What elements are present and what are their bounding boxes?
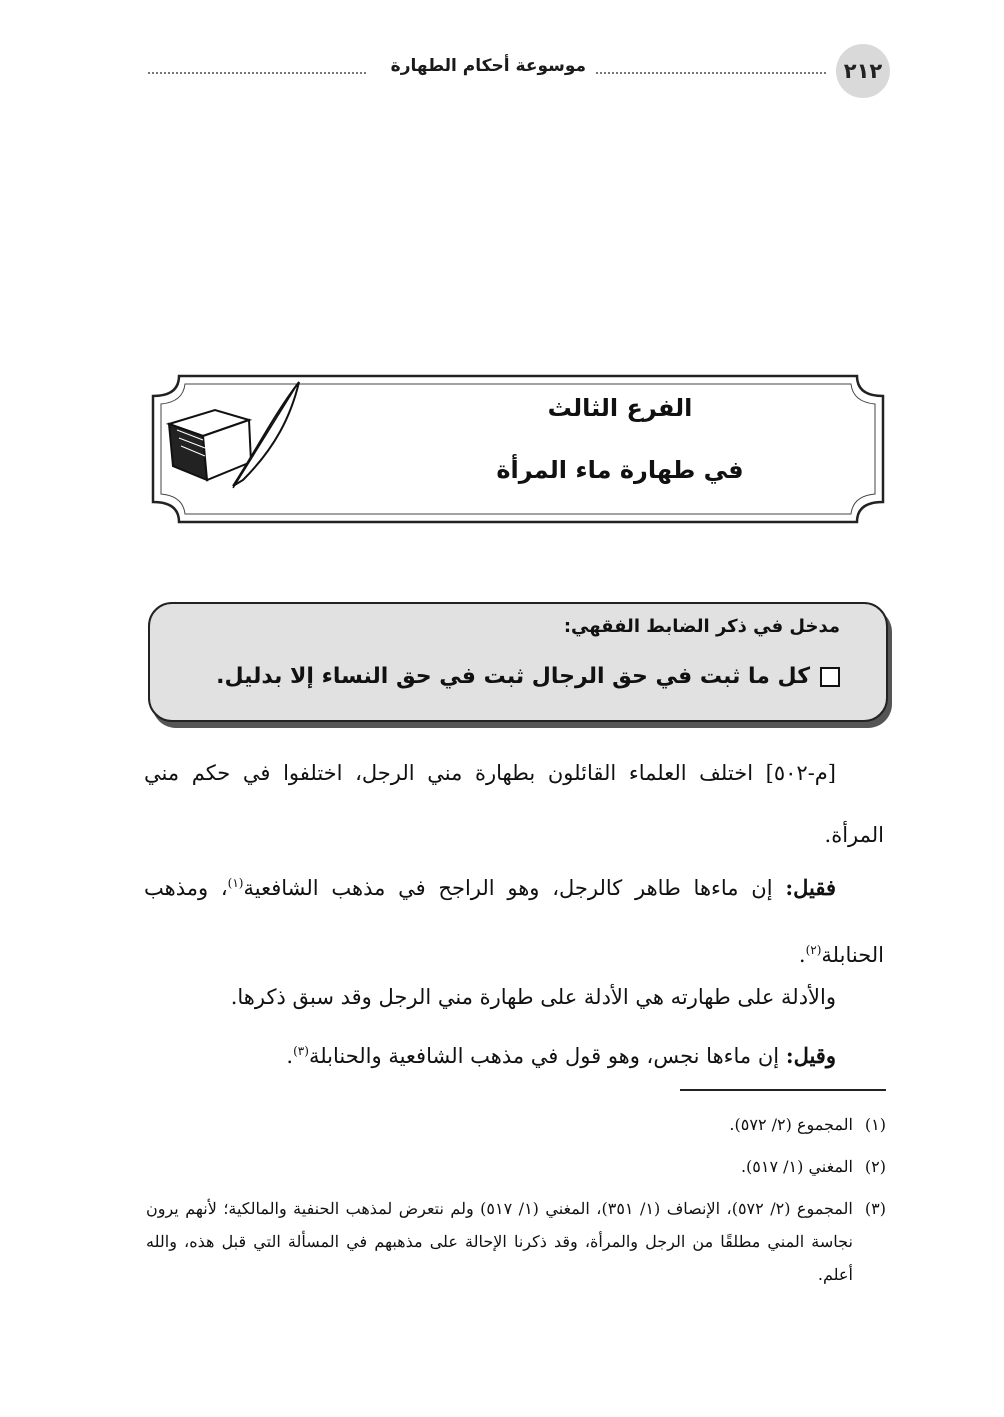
paragraph-3: والأدلة على طهارته هي الأدلة على طهارة مني الرجل وقد سبق ذكرها. [230,985,836,1009]
paragraph-2-text-b: ، ومذهب الحنابلة [144,876,884,967]
paragraph-4-text: إن ماءها نجس، وهو قول في مذهب الشافعية والحنابلة [308,1044,780,1068]
footnote-2-text: المغني (١/ ٥١٧). [740,1157,853,1176]
paragraph-1: [م-٥٠٢] اختلف العلماء القائلون بطهارة مني الرجل، اختلفوا في حكم مني المرأة. [144,761,884,847]
section-subtitle: في طهارة ماء المرأة [496,456,744,484]
footnote-1-number: (١) [864,1115,886,1134]
paragraph-4-lead: وقيل: [785,1043,836,1068]
paragraph-4-end: . [286,1044,294,1068]
footnote-2 [146,1150,886,1183]
book-title: موسوعة أحكام الطهارة [390,56,586,76]
footnote-3-number: (٣) [864,1199,886,1218]
rule-heading: مدخل في ذكر الضابط الفقهي: [563,616,840,637]
header-dots-right [596,72,826,74]
footnote-ref-1[interactable]: (١) [227,876,244,890]
rule-line [216,664,840,689]
footnote-1 [146,1108,886,1141]
paragraph-2-text-a: إن ماءها طاهر كالرجل، وهو الراجح في مذهب الشافعية [243,876,773,900]
footnote-3-text: المجموع (٢/ ٥٧٢)، الإنصاف (١/ ٣٥١)، المغني (١/ ٥١٧) ولم نتعرض لمذهب الحنفية والمالكية؛ لأنهم يرون نجاسة المني مطلقًا من الرجل والمرأة، وقد ذكرنا الإحالة على مذهبهم في المسألة التي قبل هذه، والله أعلم. [146,1199,853,1284]
footnote-1-text: المجموع (٢/ ٥٧٢). [729,1115,853,1134]
book-and-quill-icon [163,376,305,496]
paragraph-2-lead: فقيل: [785,875,836,900]
page-number: ٢١٢ [836,44,890,98]
footnote-2-number: (٢) [864,1157,886,1176]
paragraph-4 [146,1020,836,1087]
paragraph-2-end: . [798,943,806,967]
footnote-ref-3[interactable]: (٣) [293,1044,309,1058]
rule-text: كل ما ثبت في حق الرجال ثبت في حق النساء إلا بدليل. [216,664,810,689]
footnote-ref-2[interactable]: (٢) [805,943,822,957]
header-dots-left [148,72,366,74]
footnote-divider [680,1089,886,1091]
footnote-3 [146,1192,886,1291]
section-title: الفرع الثالث [547,394,693,422]
checkbox-icon [820,667,840,687]
